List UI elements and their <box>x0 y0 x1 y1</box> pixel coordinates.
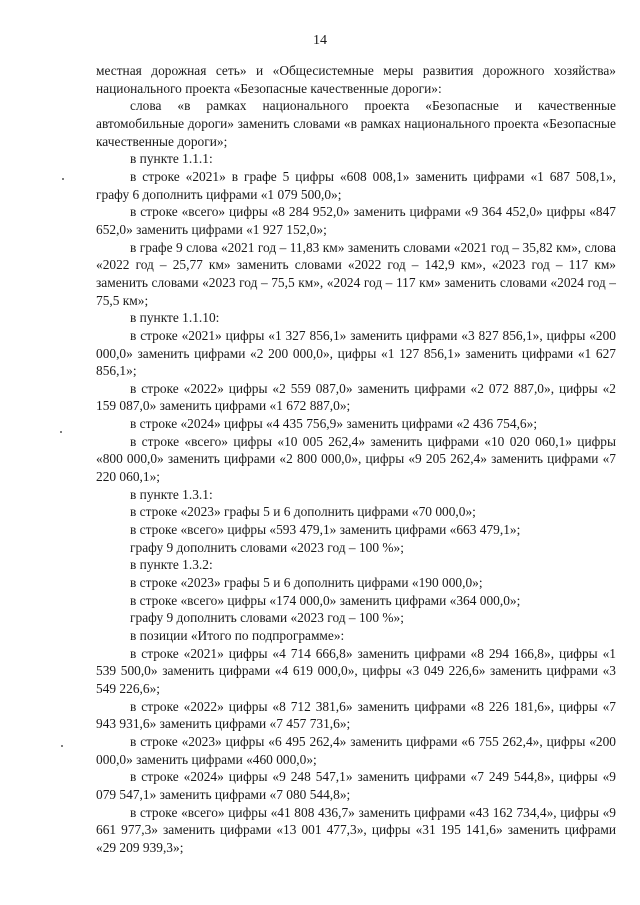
paragraph: в строке «2021» цифры «4 714 666,8» заменить цифрами «8 294 166,8», цифры «1 539 500,0» заменить цифрами «4 619 000,0», цифры «3 049 226,6» заменить цифрами «3 549 226,6»; <box>96 645 616 696</box>
paragraph: в строке «всего» цифры «174 000,0» заменить цифрами «364 000,0»; <box>130 592 521 608</box>
scan-speck <box>61 745 63 747</box>
paragraph: в строке «2021» в графе 5 цифры «608 008,1» заменить цифрами «1 687 508,1», графу 6 дополнить цифрами «1 079 500,0»; <box>96 168 616 202</box>
paragraph: в пункте 1.1.10: <box>130 310 220 326</box>
document-body <box>96 62 616 857</box>
page-number: 14 <box>313 33 327 48</box>
scan-speck <box>60 431 62 433</box>
paragraph: в строке «всего» цифры «593 479,1» заменить цифрами «663 479,1»; <box>130 522 521 538</box>
paragraph: в пункте 1.3.2: <box>130 557 213 573</box>
paragraph: в пункте 1.3.1: <box>130 486 213 502</box>
paragraph: в строке «2022» цифры «8 712 381,6» заменить цифрами «8 226 181,6», цифры «7 943 931,6» заменить цифрами «7 457 731,6»; <box>96 698 616 732</box>
paragraph: в строке «всего» цифры «10 005 262,4» заменить цифрами «10 020 060,1» цифры «800 000,0» заменить цифрами «2 800 000,0», цифры «9 205 262,4» заменить цифрами «7 220 060,1»; <box>96 433 616 485</box>
paragraph: слова «в рамках национального проекта «Безопасные и качественные автомобильные дороги» заменить словами «в рамках национального проекта «Безопасные качественные дороги»; <box>96 98 616 149</box>
paragraph: в строке «2024» цифры «9 248 547,1» заменить цифрами «7 249 544,8», цифры «9 079 547,1» заменить цифрами «7 080 544,8»; <box>96 769 616 802</box>
paragraph: местная дорожная сеть» и «Общесистемные меры развития дорожного хозяйства» национального проекта «Безопасные качественные дороги»: <box>96 63 616 96</box>
paragraph: в строке «2023» графы 5 и 6 дополнить цифрами «70 000,0»; <box>130 504 476 520</box>
paragraph: в строке «всего» цифры «41 808 436,7» заменить цифрами «43 162 734,4», цифры «9 661 977,3» заменить цифрами «13 001 477,3», цифры «31 195 141,6» заменить цифрами «29 209 939,3»; <box>96 804 616 855</box>
paragraph: в строке «2023» графы 5 и 6 дополнить цифрами «190 000,0»; <box>130 575 483 591</box>
scan-speck <box>62 178 64 180</box>
paragraph: в пункте 1.1.1: <box>130 151 213 167</box>
paragraph: в позиции «Итого по подпрограмме»: <box>130 628 345 643</box>
paragraph: в строке «2024» цифры «4 435 756,9» заменить цифрами «2 436 754,6»; <box>130 416 538 432</box>
paragraph: в строке «2023» цифры «6 495 262,4» заменить цифрами «6 755 262,4», цифры «200 000,0» заменить цифрами «460 000,0»; <box>96 733 616 767</box>
paragraph: графу 9 дополнить словами «2023 год – 100 %»; <box>130 539 404 555</box>
paragraph: в строке «всего» цифры «8 284 952,0» заменить цифрами «9 364 452,0» цифры «847 652,0» заменить цифрами «1 927 152,0»; <box>96 204 616 237</box>
paragraph: в строке «2022» цифры «2 559 087,0» заменить цифрами «2 072 887,0», цифры «2 159 087,0» заменить цифрами «1 672 887,0»; <box>96 380 616 414</box>
paragraph: графу 9 дополнить словами «2023 год – 100 %»; <box>130 610 404 626</box>
paragraph: в графе 9 слова «2021 год – 11,83 км» заменить словами «2021 год – 35,82 км», слова «2022 год – 25,77 км» заменить словами «2022 год – 142,9 км», «2023 год – 117 км» заменить словами «2023 год – 75,5 км», «2024 год – 117 км» заменить словами «2024 год – 75,5 км»; <box>96 239 616 308</box>
paragraph: в строке «2021» цифры «1 327 856,1» заменить цифрами «3 827 856,1», цифры «200 000,0» заменить цифрами «2 200 000,0», цифры «1 127 856,1» заменить цифрами «1 627 856,1»; <box>96 327 616 379</box>
